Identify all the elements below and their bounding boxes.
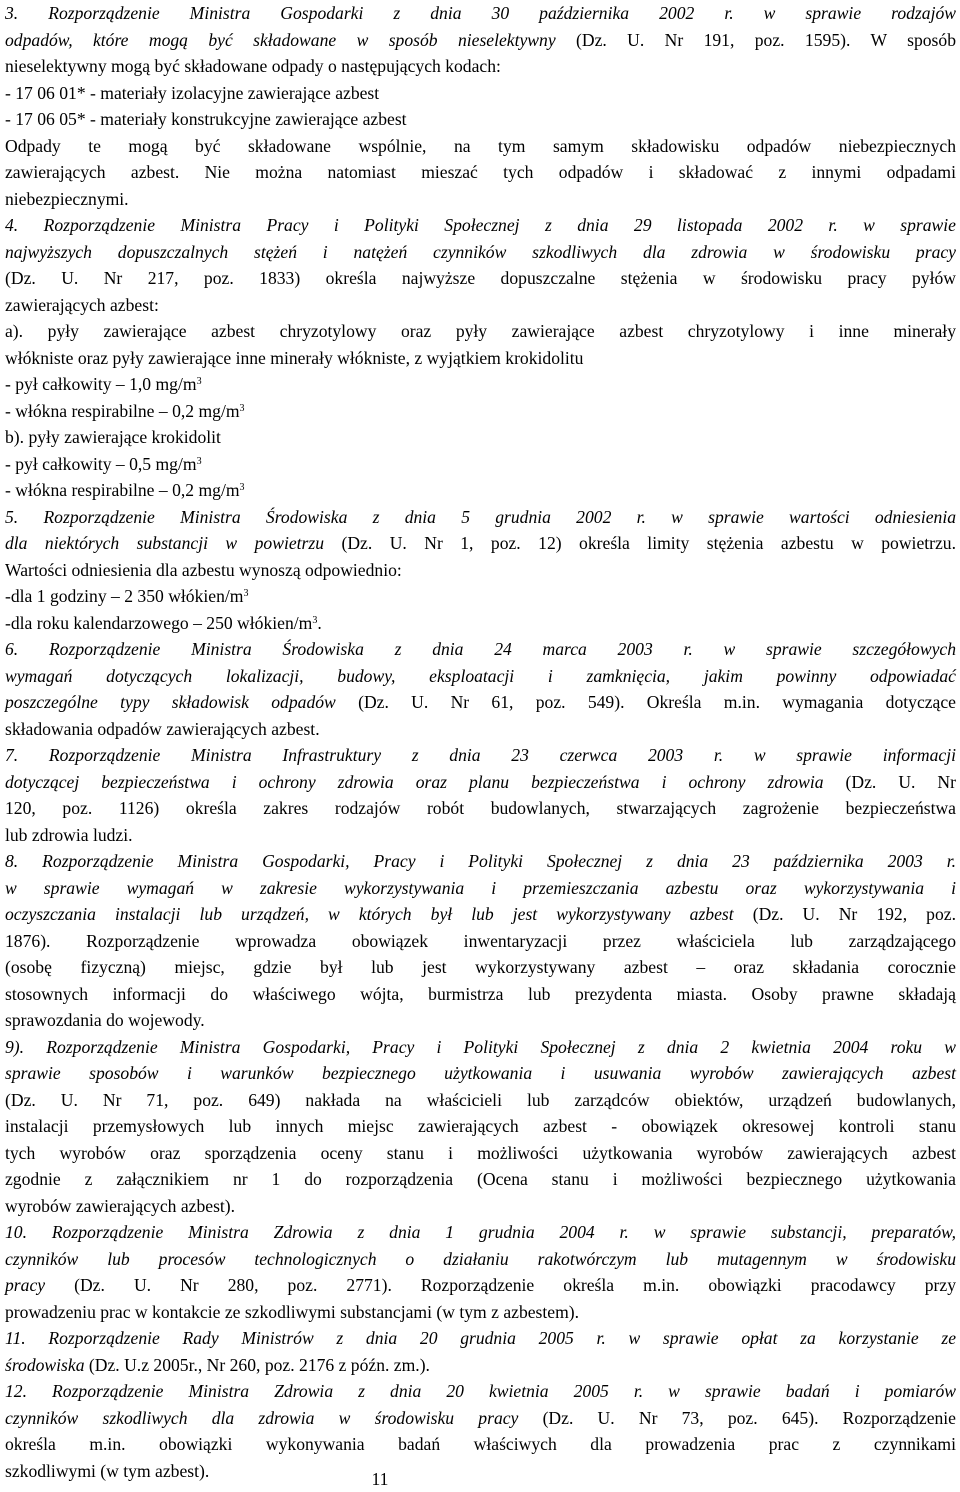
text-line bbox=[5, 398, 245, 424]
text-segment: 11. bbox=[5, 1328, 49, 1348]
text-segment: czynników szkodliwych dla zdrowia w środowisku pracy bbox=[5, 1407, 519, 1428]
text-segment: szkodliwymi (w tym azbest). bbox=[5, 1460, 210, 1481]
text-segment: stosownych informacji do właściwego wójta, burmistrza lub prezydenta miasta. Osoby prawne składają bbox=[5, 983, 956, 1004]
text-segment: (osobę fizyczną) miejsc, gdzie był lub jest wykorzystywany azbest – oraz składania corocznie bbox=[5, 957, 956, 977]
text-line bbox=[5, 1166, 956, 1192]
text-line bbox=[5, 424, 221, 450]
text-line bbox=[5, 1193, 235, 1219]
text-line bbox=[5, 1431, 956, 1457]
text-segment: czynników lub procesów technologicznych o działaniu rakotwórczym lub mutagennym w środowisku bbox=[5, 1248, 956, 1269]
text-segment: a). pyły zawierające azbest chryzotylowy oraz pyły zawierające azbest chryzotylowy i inne minerały bbox=[5, 321, 956, 341]
text-line bbox=[5, 1087, 956, 1113]
text-segment: 4. bbox=[5, 215, 44, 235]
text-segment: Rozporządzenie Ministra Środowiska z dnia 5 grudnia 2002 r. w sprawie wartości odniesienia bbox=[43, 506, 956, 527]
text-segment: - włókna respirabilne – 0,2 mg/m bbox=[5, 480, 240, 500]
text-line bbox=[5, 0, 956, 26]
text-segment: zgodnie z załącznikiem nr 1 do rozporządzenia (Ocena stanu i możliwości bezpiecznego użytkowania bbox=[5, 1169, 956, 1189]
superscript: 3 bbox=[312, 614, 318, 626]
text-line bbox=[5, 1272, 956, 1298]
text-line bbox=[5, 80, 379, 106]
text-segment: poszczególne typy składowisk odpadów bbox=[5, 692, 336, 712]
text-line bbox=[5, 159, 956, 185]
text-segment: (Dz. U. Nr 73, poz. 645). Rozporządzenie bbox=[518, 1407, 956, 1428]
text-segment: 7. bbox=[5, 745, 49, 765]
text-segment: - pył całkowity – 0,5 mg/m bbox=[5, 453, 197, 474]
text-line bbox=[5, 610, 322, 636]
text-segment: Rozporządzenie Ministra Gospodarki z dnia 30 października 2002 r. w sprawie rodzajów bbox=[48, 3, 956, 23]
text-line bbox=[5, 557, 402, 583]
text-line bbox=[5, 689, 956, 715]
text-line bbox=[5, 239, 956, 265]
text-segment: 5. bbox=[5, 506, 44, 527]
text-segment: oczyszczania instalacji lub urządzeń, w których był lub jest wykorzystywany azbest bbox=[5, 904, 734, 924]
text-line bbox=[5, 371, 202, 397]
text-line bbox=[5, 981, 956, 1007]
text-segment: (Dz. U. Nr 280, poz. 2771). Rozporządzenie określa m.in. obowiązki pracodawcy przy bbox=[45, 1275, 956, 1295]
text-segment: (Dz. U. Nr 71, poz. 649) nakłada na właścicieli lub zarządców obiektów, urządzeń budowlanych, bbox=[5, 1089, 956, 1110]
text-line bbox=[5, 530, 956, 556]
text-segment: niebezpiecznymi. bbox=[5, 188, 129, 209]
superscript: 3 bbox=[239, 482, 245, 493]
text-line bbox=[5, 769, 956, 795]
text-line bbox=[5, 848, 956, 874]
text-line bbox=[5, 1007, 205, 1033]
text-line bbox=[5, 1325, 956, 1351]
text-segment: -dla 1 godziny – 2 350 włókien/m bbox=[5, 586, 244, 606]
text-segment: sprawie sposobów i warunków bezpiecznego użytkowania i usuwania wyrobów zawierających azbest bbox=[5, 1063, 956, 1083]
text-segment: - 17 06 05* - materiały konstrukcyjne zawierające azbest bbox=[5, 109, 407, 129]
text-line bbox=[5, 53, 501, 79]
text-segment: -dla roku kalendarzowego – 250 włókien/m bbox=[5, 612, 313, 633]
text-line bbox=[5, 954, 956, 980]
text-segment: zawierających azbest. Nie można natomiast mieszać tych odpadów i składować z innymi odpadami bbox=[5, 162, 956, 182]
text-segment: zawierających azbest: bbox=[5, 294, 159, 315]
text-line bbox=[5, 1405, 956, 1431]
text-line bbox=[5, 186, 129, 212]
text-segment: określa m.in. obowiązki wykonywania badań właściwych dla prowadzenia prac z czynnikami bbox=[5, 1434, 956, 1454]
text-segment: Wartości odniesienia dla azbestu wynoszą odpowiednio: bbox=[5, 559, 402, 580]
text-line bbox=[5, 1246, 956, 1272]
text-line bbox=[5, 27, 956, 53]
text-line bbox=[5, 928, 956, 954]
superscript: 3 bbox=[196, 376, 202, 387]
text-line bbox=[5, 1140, 956, 1166]
text-line bbox=[5, 504, 956, 530]
text-line bbox=[5, 901, 956, 927]
text-segment: Rozporządzenie Ministra Infrastruktury z dnia 23 czerwca 2003 r. w sprawie informacji bbox=[48, 745, 956, 765]
text-segment: składowania odpadów zawierających azbest. bbox=[5, 718, 320, 739]
text-line bbox=[5, 1378, 956, 1404]
text-segment: Rozporządzenie Rady Ministrów z dnia 20 grudnia 2005 r. w sprawie opłat za korzystanie ze bbox=[48, 1328, 956, 1348]
text-segment: środowiska bbox=[5, 1354, 85, 1375]
text-line bbox=[5, 1060, 956, 1086]
text-line bbox=[5, 265, 956, 291]
text-segment: wymagań dotyczących lokalizacji, budowy, eksploatacji i zamknięcia, jakim powinny odpowiadać bbox=[5, 665, 956, 686]
text-segment: (Dz. U. Nr 217, poz. 1833) określa najwyższe dopuszczalne stężenia w środowisku pracy pyłów bbox=[5, 268, 956, 288]
superscript: 3 bbox=[196, 455, 202, 467]
text-line bbox=[5, 318, 956, 344]
text-segment: 10. bbox=[5, 1222, 52, 1242]
text-segment: tych wyrobów oraz sporządzenia oceny stanu i możliwości użytkowania wyrobów zawierających azbest bbox=[5, 1142, 956, 1163]
text-line bbox=[5, 1219, 956, 1245]
text-segment: włókniste oraz pyły zawierające inne minerały włókniste, z wyjątkiem krokidolitu bbox=[5, 347, 584, 368]
text-line bbox=[5, 212, 956, 238]
text-segment: Rozporządzenie Ministra Pracy i Polityki Społecznej z dnia 29 listopada 2002 r. w sprawie bbox=[43, 215, 956, 235]
text-line bbox=[5, 795, 956, 821]
text-line bbox=[5, 742, 956, 768]
text-segment: 120, poz. 1126) określa zakres rodzajów robót budowlanych, stwarzających zagrożenie bezpieczeństwa bbox=[5, 798, 956, 818]
text-segment: (Dz. U. Nr bbox=[823, 771, 956, 792]
text-segment: Rozporządzenie Ministra Zdrowia z dnia 20 kwietnia 2005 r. w sprawie badań i pomiarów bbox=[52, 1381, 957, 1401]
text-segment: (Dz. U. Nr 191, poz. 1595). W sposób bbox=[555, 29, 956, 50]
text-line bbox=[5, 1034, 956, 1060]
superscript: 3 bbox=[243, 588, 249, 599]
text-segment: - 17 06 01* - materiały izolacyjne zawierające azbest bbox=[5, 82, 380, 103]
text-line bbox=[5, 106, 407, 132]
text-segment: instalacji przemysłowych lub innych miejsc zawierających azbest - obowiązek okresowej kontroli stanu bbox=[5, 1116, 956, 1136]
text-line bbox=[5, 583, 248, 609]
text-segment: - pył całkowity – 1,0 mg/m bbox=[5, 374, 197, 394]
text-segment: 3. bbox=[5, 3, 49, 23]
text-segment: Rozporządzenie Ministra Zdrowia z dnia 1 grudnia 2004 r. w sprawie substancji, preparatów, bbox=[51, 1222, 957, 1242]
text-line bbox=[5, 1352, 430, 1378]
text-segment: 1876). Rozporządzenie wprowadza obowiązek inwentaryzacji przez właściciela lub zarządzającego bbox=[5, 930, 956, 951]
text-segment: nieselektywny mogą być składowane odpady o następujących kodach: bbox=[5, 56, 501, 76]
text-segment: lub zdrowia ludzi. bbox=[5, 824, 133, 845]
page-number: 11 bbox=[371, 1469, 389, 1489]
text-line bbox=[5, 875, 956, 901]
text-segment: 12. bbox=[5, 1381, 53, 1401]
text-line bbox=[5, 636, 956, 662]
text-segment: (Dz. U. Nr 1, poz. 12) określa limity stężenia azbestu w powietrzu. bbox=[324, 533, 957, 553]
superscript: 3 bbox=[239, 402, 245, 414]
text-line bbox=[5, 451, 202, 477]
text-line bbox=[5, 477, 245, 503]
text-line bbox=[5, 822, 133, 848]
text-segment: . bbox=[317, 612, 322, 633]
text-segment: b). pyły zawierające krokidolit bbox=[5, 427, 221, 447]
text-segment: odpadów, które mogą być składowane w sposób nieselektywny bbox=[5, 29, 556, 50]
text-segment: (Dz. U.z 2005r., Nr 260, poz. 2176 z późn. zm.). bbox=[84, 1354, 430, 1375]
text-segment: Rozporządzenie Ministra Gospodarki, Pracy i Polityki Społecznej z dnia 2 kwietnia 2004 roku w bbox=[46, 1036, 957, 1057]
text-segment: 9). bbox=[5, 1036, 47, 1057]
text-segment: w sprawie wymagań w zakresie wykorzystywania i przemieszczania azbestu oraz wykorzystywania i bbox=[5, 877, 956, 898]
text-line bbox=[5, 716, 320, 742]
text-segment: Rozporządzenie Ministra Środowiska z dnia 24 marca 2003 r. w sprawie szczegółowych bbox=[48, 639, 957, 659]
text-segment: - włókna respirabilne – 0,2 mg/m bbox=[5, 400, 240, 421]
text-segment: dotyczącej bezpieczeństwa i ochrony zdrowia oraz planu bezpieczeństwa i ochrony zdrowia bbox=[5, 771, 824, 792]
text-segment: 6. bbox=[5, 639, 49, 659]
text-line bbox=[5, 663, 956, 689]
text-line bbox=[5, 1113, 956, 1139]
text-line bbox=[5, 345, 583, 371]
text-segment: 8. bbox=[5, 851, 43, 871]
text-segment: Rozporządzenie Ministra Gospodarki, Pracy i Polityki Społecznej z dnia 23 października 2003 r. bbox=[42, 851, 957, 871]
text-line bbox=[5, 292, 159, 318]
text-segment: wyrobów zawierających azbest). bbox=[5, 1195, 236, 1216]
text-segment: prowadzeniu prac w kontakcie ze szkodliwymi substancjami (w tym z azbestem). bbox=[5, 1301, 580, 1322]
text-segment: pracy bbox=[5, 1275, 46, 1295]
text-segment: Odpady te mogą być składowane wspólnie, na tym samym składowisku odpadów niebezpiecznych bbox=[5, 135, 956, 156]
text-line bbox=[5, 133, 956, 159]
text-line bbox=[5, 1299, 579, 1325]
text-segment: (Dz. U. Nr 192, poz. bbox=[733, 904, 956, 924]
text-segment: sprawozdania do wojewody. bbox=[5, 1010, 205, 1030]
text-segment: (Dz. U. Nr 61, poz. 549). Określa m.in. wymagania dotyczące bbox=[335, 692, 956, 712]
text-segment: dla niektórych substancji w powietrzu bbox=[5, 533, 325, 553]
text-segment: najwyższych dopuszczalnych stężeń i natężeń czynników szkodliwych dla zdrowia w środowisku pracy bbox=[5, 241, 956, 262]
